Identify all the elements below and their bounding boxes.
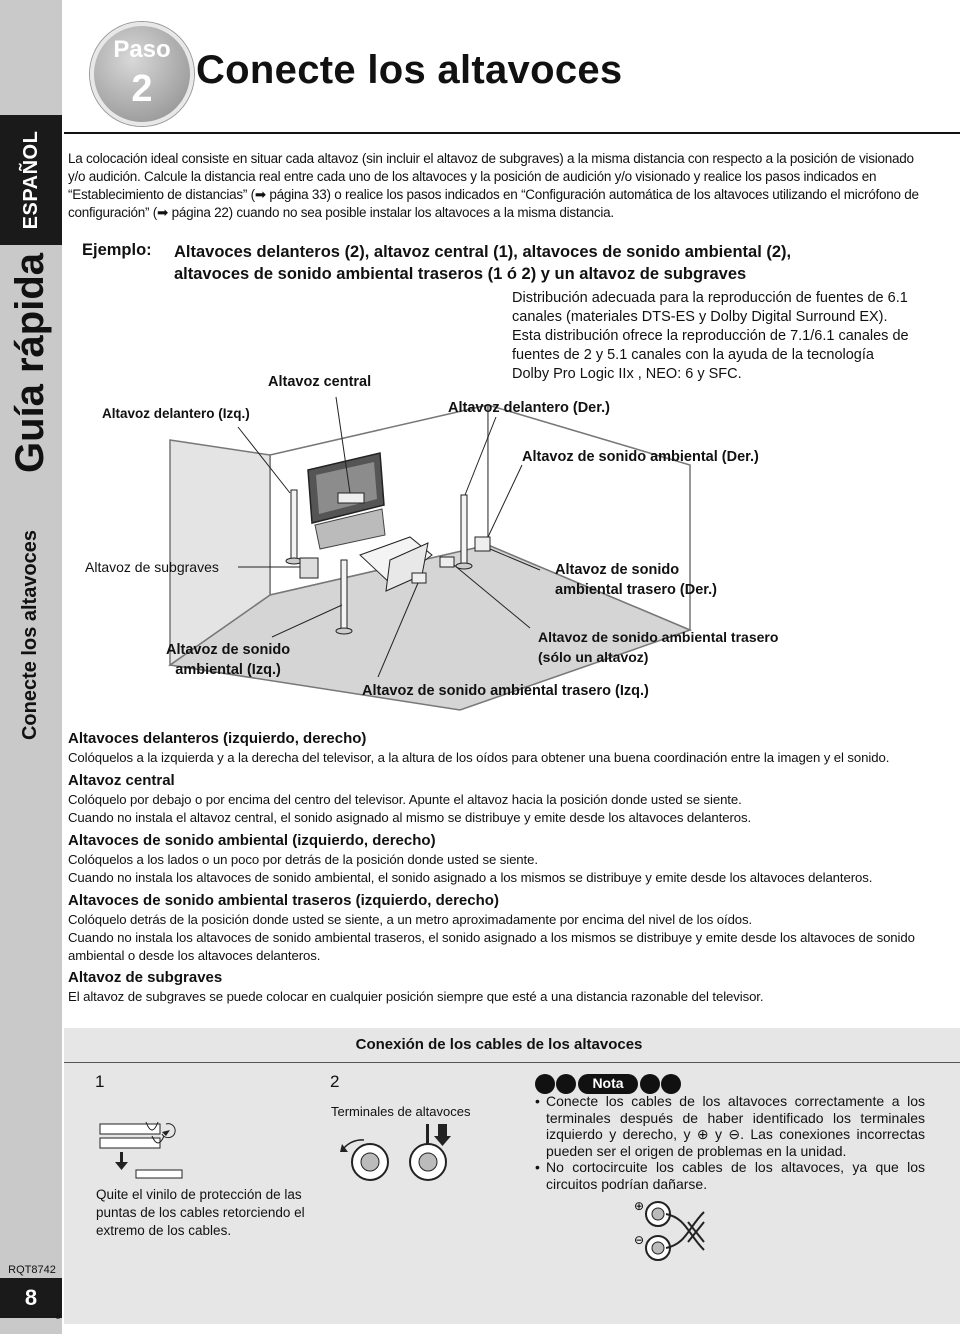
example-line-2: altavoces de sonido ambiental traseros (1 ó 2) y un altavoz de subgraves — [174, 265, 747, 283]
step-number: 2 — [131, 68, 153, 110]
note-item: • No cortocircuite los cables de los altavoces, ya que los circuitos podrían dañarse. — [535, 1159, 925, 1192]
note-label: Nota — [592, 1075, 624, 1091]
section-heading-subwoofer: Altavoz de subgraves — [68, 969, 223, 986]
label-surround-back-right-line2: ambiental trasero (Der.) — [555, 582, 717, 598]
section-center-line-1: Colóquelo por debajo o por encima del centro del televisor. Apunte el altavoz hacia la posición donde usted se siente. — [68, 792, 742, 807]
section-body-center — [68, 791, 930, 827]
label-surround-left — [166, 640, 290, 680]
section-heading-front: Altavoces delanteros (izquierdo, derecho) — [68, 730, 367, 747]
label-surround-left-line2: ambiental (Izq.) — [175, 662, 281, 678]
section-label: Conecte los altavoces — [19, 529, 41, 741]
section-surround-back-line-1: Colóquelo detrás de la posición donde usted se siente, a un metro aproximadamente por encima del nivel de los oídos. — [68, 912, 753, 927]
guide-label: Guía rápida — [8, 252, 52, 474]
section-body-surround — [68, 851, 930, 887]
label-surround-back-left: Altavoz de sonido ambiental trasero (Izq.) — [362, 683, 649, 699]
step-2-caption: Terminales de altavoces — [331, 1104, 471, 1119]
intro-paragraph: La colocación ideal consiste en situar cada altavoz (sin incluir el altavoz de subgraves) a la misma distancia con respecto a la posición de visionado y/o audición. Calcule la distancia real entre cada uno de los altavoces y la posición de audición y/o visionado y realice los pasos indicados en “Establecimiento de distancias” (➡ página 33) o realice los pasos indicados en “Configuración automática de los altavoces utilizando el micrófono de configuración” (➡ página 22) cuando no sea posible instalar los altavoces a la misma distancia. — [68, 151, 919, 220]
section-surround-line-2: Cuando no instala los altavoces de sonido ambiental, el sonido asignado a los mismos se distribuye y emite desde los altavoces delanteros. — [68, 870, 873, 885]
label-surround-back-right-line1: Altavoz de sonido — [555, 562, 680, 578]
example-text — [174, 241, 934, 285]
label-surround-right: Altavoz de sonido ambiental (Der.) — [522, 449, 759, 465]
label-surround-back-single-line1: Altavoz de sonido ambiental trasero — [538, 629, 779, 645]
model-code: RQT8742 — [8, 1264, 56, 1276]
label-subwoofer: Altavoz de subgraves — [85, 559, 219, 575]
section-heading-surround-back: Altavoces de sonido ambiental traseros (izquierdo, derecho) — [68, 892, 499, 909]
step-1-number: 1 — [95, 1072, 105, 1091]
subwoofer — [300, 558, 318, 578]
label-front-right: Altavoz delantero (Der.) — [448, 400, 610, 416]
label-surround-left-line1: Altavoz de sonido — [166, 642, 291, 658]
surround-right-speaker — [475, 537, 490, 551]
section-body-surround-back — [68, 911, 930, 965]
wire-twist-illustration — [96, 1112, 186, 1182]
language-label: ESPAÑOL — [20, 130, 42, 230]
example-label: Ejemplo: — [82, 241, 152, 259]
label-surround-back-single-line2: (sólo un altavoz) — [538, 649, 649, 665]
section-heading-surround: Altavoces de sonido ambiental (izquierdo, derecho) — [68, 832, 436, 849]
section-center-line-2: Cuando no instala el altavoz central, el sonido asignado al mismo se distribuye y emite desde los altavoces delanteros. — [68, 810, 752, 825]
page-title: Conecte los altavoces — [196, 48, 623, 92]
step-2-number: 2 — [330, 1072, 340, 1091]
title-divider — [64, 132, 960, 134]
center-speaker — [338, 493, 364, 503]
label-center: Altavoz central — [268, 374, 372, 390]
svg-text:⊕: ⊕ — [634, 1199, 645, 1213]
cable-connection-title: Conexión de los cables de los altavoces — [355, 1036, 643, 1053]
svg-text:⊖: ⊖ — [634, 1233, 645, 1247]
label-front-left: Altavoz delantero (Izq.) — [102, 406, 250, 421]
page-number: 8 — [0, 1278, 62, 1318]
section-heading-center: Altavoz central — [68, 772, 175, 789]
surround-back-left-speaker — [412, 573, 426, 583]
label-surround-back-right — [555, 560, 717, 600]
section-body-front — [68, 749, 930, 767]
section-surround-line-1: Colóquelos a los lados o un poco por detrás de la posición donde usted se siente. — [68, 852, 538, 867]
surround-back-single-speaker — [440, 557, 454, 567]
section-surround-back-line-2: Cuando no instala los altavoces de sonido ambiental traseros, el sonido asignado a los mismos se distribuye y emite desde los altavoces de sonido ambiental o desde los altavoces delanteros. — [68, 930, 915, 963]
page-number-small: 8 — [56, 1312, 61, 1321]
section-subwoofer-line-1: El altavoz de subgraves se puede colocar en cualquier posición siempre que esté a una distancia razonable del televisor. — [68, 989, 764, 1004]
layout-note: Distribución adecuada para la reproducción de fuentes de 6.1 canales (materiales DTS-ES y Dolby Digital Surround EX). Esta distribución ofrece la reproducción de 7.1/6.1 canales de fuentes de 2 y 5.1 canales con la ayuda de la tecnología Dolby Pro Logic IIx , NEO: 6 y SFC. — [512, 290, 909, 382]
step-word: Paso — [113, 36, 171, 63]
note-list — [535, 1093, 925, 1192]
section-body-subwoofer — [68, 988, 930, 1006]
cable-connection-divider — [64, 1062, 960, 1063]
step-1-caption: Quite el vinilo de protección de las puntas de los cables retorciendo el extremo de los cables. — [96, 1187, 305, 1238]
label-surround-back-single — [538, 627, 778, 667]
speaker-terminal-illustration — [330, 1122, 470, 1192]
example-line-1: Altavoces delanteros (2), altavoz central (1), altavoces de sonido ambiental (2), — [174, 243, 792, 261]
note-item: • Conecte los cables de los altavoces correctamente a los terminales después de haber identificado los terminales izquierdo y derecho, y ⊕ y ⊖. Las conexiones incorrectas pueden ser el origen de problemas en la unidad. — [535, 1093, 925, 1159]
section-front-line-1: Colóquelos a la izquierda y a la derecha del televisor, a la altura de los oídos para obtener una buena coordinación entre la imagen y el sonido. — [68, 750, 890, 765]
short-circuit-warning-illustration — [626, 1194, 716, 1270]
